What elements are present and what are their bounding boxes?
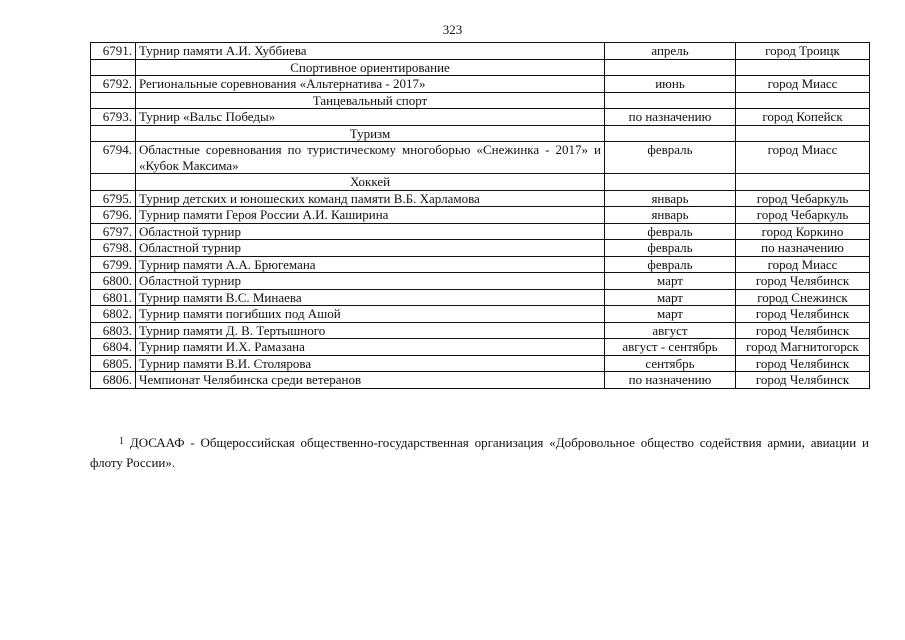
event-place: город Коркино: [736, 223, 870, 240]
event-row: [91, 339, 870, 356]
place-cell: [736, 125, 870, 142]
event-number: 6800.: [91, 273, 136, 290]
event-number: 6805.: [91, 355, 136, 372]
event-number: 6795.: [91, 190, 136, 207]
event-row: [91, 256, 870, 273]
event-date: апрель: [605, 43, 736, 60]
event-date: январь: [605, 190, 736, 207]
event-name: Турнир памяти В.С. Минаева: [136, 289, 605, 306]
date-cell: [605, 92, 736, 109]
section-title: Туризм: [136, 125, 605, 142]
place-cell: [736, 174, 870, 191]
event-row: [91, 43, 870, 60]
event-number: 6803.: [91, 322, 136, 339]
number-cell: [91, 59, 136, 76]
event-number: 6799.: [91, 256, 136, 273]
event-row: [91, 372, 870, 389]
event-date: февраль: [605, 256, 736, 273]
event-name: Областной турнир: [136, 273, 605, 290]
number-cell: [91, 125, 136, 142]
event-number: 6793.: [91, 109, 136, 126]
event-name: Турнир памяти погибших под Ашой: [136, 306, 605, 323]
event-row: [91, 306, 870, 323]
event-date: по назначению: [605, 372, 736, 389]
event-row: [91, 273, 870, 290]
event-date: август - сентябрь: [605, 339, 736, 356]
event-number: 6796.: [91, 207, 136, 224]
event-number: 6798.: [91, 240, 136, 257]
date-cell: [605, 174, 736, 191]
event-number: 6797.: [91, 223, 136, 240]
event-date: февраль: [605, 142, 736, 174]
event-date: февраль: [605, 223, 736, 240]
event-name: Чемпионат Челябинска среди ветеранов: [136, 372, 605, 389]
event-place: город Челябинск: [736, 306, 870, 323]
event-row: [91, 240, 870, 257]
event-name: Турнир памяти Д. В. Тертышного: [136, 322, 605, 339]
event-place: город Челябинск: [736, 322, 870, 339]
event-row: [91, 142, 870, 174]
event-date: по назначению: [605, 109, 736, 126]
date-cell: [605, 125, 736, 142]
event-place: город Миасс: [736, 256, 870, 273]
event-number: 6794.: [91, 142, 136, 174]
place-cell: [736, 59, 870, 76]
event-date: февраль: [605, 240, 736, 257]
event-place: город Челябинск: [736, 372, 870, 389]
event-name: Турнир памяти В.И. Столярова: [136, 355, 605, 372]
event-name: Турнир памяти И.Х. Рамазана: [136, 339, 605, 356]
section-header-row: [91, 59, 870, 76]
events-table: [90, 42, 870, 389]
event-name: Областной турнир: [136, 240, 605, 257]
event-place: город Миасс: [736, 142, 870, 174]
event-place: город Чебаркуль: [736, 190, 870, 207]
section-header-row: [91, 174, 870, 191]
event-number: 6801.: [91, 289, 136, 306]
event-date: июнь: [605, 76, 736, 93]
footnote-mark: 1: [119, 436, 124, 447]
section-header-row: [91, 92, 870, 109]
event-number: 6806.: [91, 372, 136, 389]
event-name: Турнир памяти Героя России А.И. Каширина: [136, 207, 605, 224]
section-title: Танцевальный спорт: [136, 92, 605, 109]
number-cell: [91, 92, 136, 109]
event-name: Региональные соревнования «Альтернатива - 2017»: [136, 76, 605, 93]
event-row: [91, 289, 870, 306]
section-title: Хоккей: [136, 174, 605, 191]
event-number: 6802.: [91, 306, 136, 323]
event-row: [91, 109, 870, 126]
event-number: 6792.: [91, 76, 136, 93]
footnote-text: ДОСААФ - Общероссийская общественно-государственная организация «Добровольное общество содействия армии, авиации и флоту России».: [90, 435, 869, 470]
place-cell: [736, 92, 870, 109]
event-place: город Троицк: [736, 43, 870, 60]
event-date: август: [605, 322, 736, 339]
event-name: Турнир детских и юношеских команд памяти В.Б. Харламова: [136, 190, 605, 207]
event-date: март: [605, 289, 736, 306]
section-header-row: [91, 125, 870, 142]
event-number: 6804.: [91, 339, 136, 356]
event-name: Областной турнир: [136, 223, 605, 240]
event-row: [91, 322, 870, 339]
section-title: Спортивное ориентирование: [136, 59, 605, 76]
event-number: 6791.: [91, 43, 136, 60]
page-number: 323: [442, 22, 463, 37]
event-date: сентябрь: [605, 355, 736, 372]
event-name: Турнир памяти А.А. Брюгемана: [136, 256, 605, 273]
event-place: город Челябинск: [736, 355, 870, 372]
event-place: город Снежинск: [736, 289, 870, 306]
event-name: Областные соревнования по туристическому многоборью «Снежинка - 2017» и «Кубок Максима»: [136, 142, 605, 174]
event-date: март: [605, 273, 736, 290]
event-date: март: [605, 306, 736, 323]
event-row: [91, 207, 870, 224]
footnote: [90, 434, 869, 472]
event-row: [91, 355, 870, 372]
event-name: Турнир памяти А.И. Хуббиева: [136, 43, 605, 60]
event-row: [91, 190, 870, 207]
event-row: [91, 223, 870, 240]
event-place: город Челябинск: [736, 273, 870, 290]
event-place: город Миасс: [736, 76, 870, 93]
event-name: Турнир «Вальс Победы»: [136, 109, 605, 126]
event-place: город Копейск: [736, 109, 870, 126]
event-place: город Чебаркуль: [736, 207, 870, 224]
event-place: по назначению: [736, 240, 870, 257]
number-cell: [91, 174, 136, 191]
date-cell: [605, 59, 736, 76]
event-date: январь: [605, 207, 736, 224]
event-place: город Магнитогорск: [736, 339, 870, 356]
event-row: [91, 76, 870, 93]
